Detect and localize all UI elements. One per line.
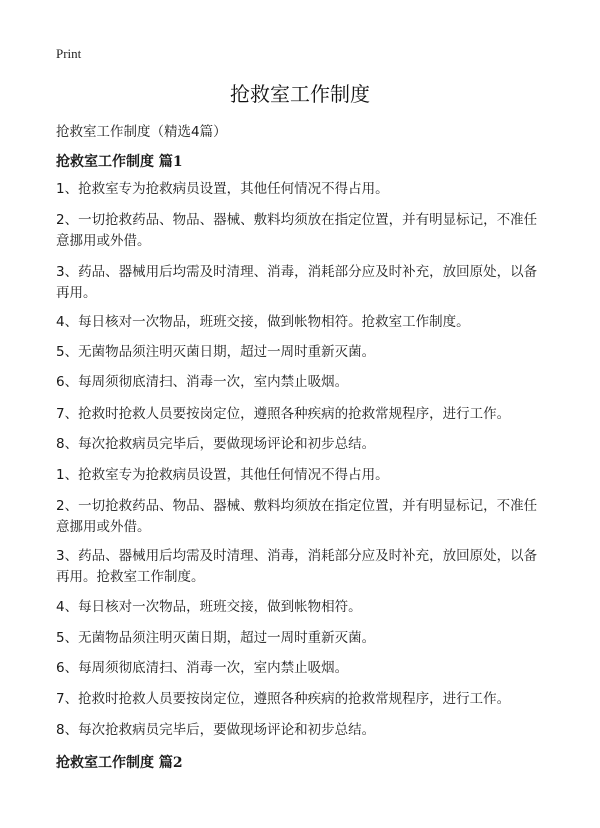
paragraph: 2、一切抢救药品、物品、器械、敷料均须放在指定位置，并有明显标记，不准任意挪用或外借。 [56,212,538,249]
section-heading-1: 抢救室工作制度 篇1 [56,154,183,170]
paragraph: 5、无菌物品须注明灭菌日期，超过一周时重新灭菌。 [56,344,376,360]
paragraph: 3、药品、器械用后均需及时清理、消毒，消耗部分应及时补充，放回原处，以备再用。 [56,264,538,301]
paragraph: 4、每日核对一次物品，班班交接，做到帐物相符。 [56,599,362,615]
paragraph: 4、每日核对一次物品，班班交接，做到帐物相符。抢救室工作制度。 [56,314,470,330]
paragraph: 8、每次抢救病员完毕后，要做现场评论和初步总结。 [56,722,376,738]
paragraph: 6、每周须彻底清扫、消毒一次，室内禁止吸烟。 [56,660,349,676]
paragraph: 8、每次抢救病员完毕后，要做现场评论和初步总结。 [56,436,376,452]
paragraph: 1、抢救室专为抢救病员设置，其他任何情况不得占用。 [56,181,389,197]
document-subtitle: 抢救室工作制度（精选4篇） [56,124,227,140]
paragraph: 3、药品、器械用后均需及时清理、消毒，消耗部分应及时补充，放回原处，以备再用。抢救室工作制度。 [56,548,538,585]
paragraph: 7、抢救时抢救人员要按岗定位，遵照各种疾病的抢救常规程序，进行工作。 [56,406,511,422]
paragraph: 6、每周须彻底清扫、消毒一次，室内禁止吸烟。 [56,374,349,390]
section-heading-2: 抢救室工作制度 篇2 [56,755,183,771]
paragraph: 5、无菌物品须注明灭菌日期，超过一周时重新灭菌。 [56,630,376,646]
paragraph: 1、抢救室专为抢救病员设置，其他任何情况不得占用。 [56,467,389,483]
paragraph: 7、抢救时抢救人员要按岗定位，遵照各种疾病的抢救常规程序，进行工作。 [56,691,511,707]
print-link[interactable]: Print [56,46,82,61]
page-title: 抢救室工作制度 [230,82,370,106]
paragraph: 2、一切抢救药品、物品、器械、敷料均须放在指定位置，并有明显标记，不准任意挪用或外借。 [56,498,538,535]
